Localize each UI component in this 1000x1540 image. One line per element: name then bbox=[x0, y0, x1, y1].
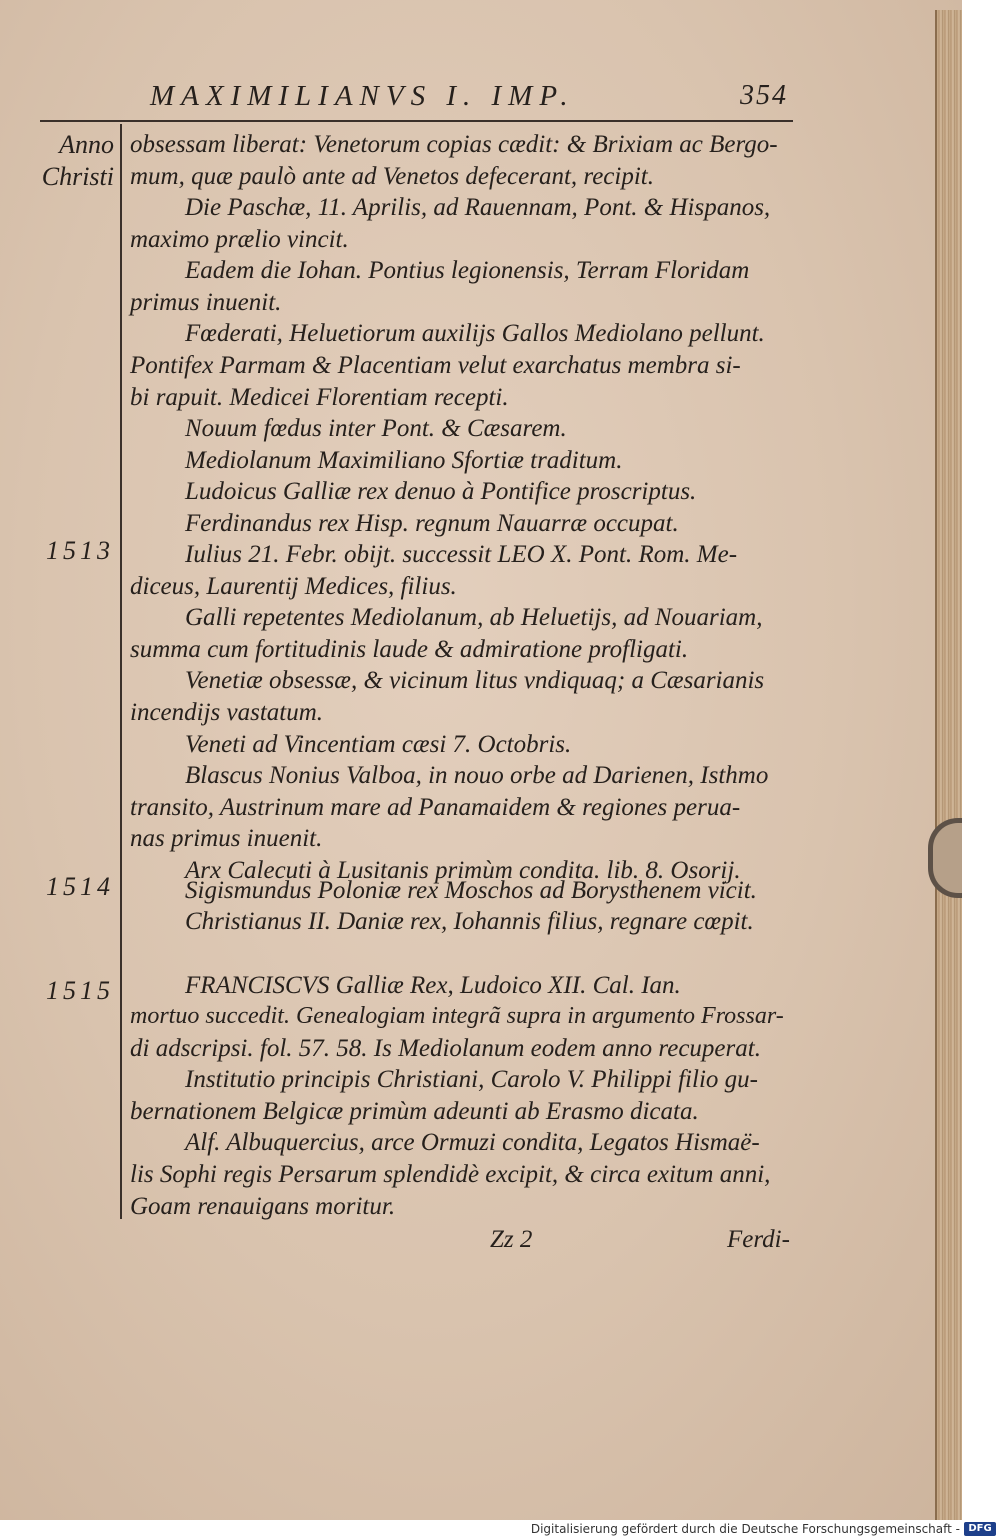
text-line: mortuo succedit. Genealogiam integrã supra in argumento Frossar- bbox=[130, 1003, 784, 1029]
text-line: Mediolanum Maximiliano Sfortiæ traditum. bbox=[185, 447, 623, 474]
margin-year-1513: 1513 bbox=[46, 536, 114, 565]
text-line: Institutio principis Christiani, Carolo V. Philippi filio gu- bbox=[185, 1066, 758, 1093]
text-line: Nouum fœdus inter Pont. & Cæsarem. bbox=[185, 415, 567, 442]
text-line: bernationem Belgicæ primùm adeunti ab Erasmo dicata. bbox=[130, 1098, 699, 1125]
margin-rule bbox=[120, 124, 122, 1219]
text-line: Venetiæ obsessæ, & vicinum litus vndiquaq; a Cæsarianis bbox=[185, 667, 765, 694]
text-line: FRANCISCVS Galliæ Rex, Ludoico XII. Cal. Ian. bbox=[185, 972, 681, 999]
text-line: di adscripsi. fol. 57. 58. Is Mediolanum eodem anno recuperat. bbox=[130, 1035, 761, 1062]
text-line: lis Sophi regis Persarum splendidè excipit, & circa exitum anni, bbox=[130, 1161, 771, 1188]
margin-year-1515: 1515 bbox=[46, 976, 114, 1005]
text-line: Alf. Albuquercius, arce Ormuzi condita, Legatos Hismaë- bbox=[185, 1129, 760, 1156]
text-line: obsessam liberat: Venetorum copias cædit: & Brixiam ac Bergo- bbox=[130, 131, 778, 158]
text-line: Sigismundus Poloniæ rex Moschos ad Borysthenem vicit. bbox=[185, 877, 757, 904]
text-line: Ferdinandus rex Hisp. regnum Nauarræ occupat. bbox=[185, 510, 679, 537]
text-line: maximo prælio vincit. bbox=[130, 226, 349, 253]
text-line: Pontifex Parmam & Placentiam velut exarchatus membra si- bbox=[130, 352, 741, 379]
catchword: Zz 2 bbox=[490, 1226, 533, 1253]
text-line: primus inuenit. bbox=[130, 289, 282, 316]
text-line: Christianus II. Daniæ rex, Iohannis filius, regnare cœpit. bbox=[185, 908, 754, 935]
text-line: Fœderati, Heluetiorum auxilijs Gallos Mediolano pellunt. bbox=[185, 320, 765, 347]
page-edges bbox=[935, 10, 962, 1520]
text-line: bi rapuit. Medicei Florentiam recepti. bbox=[130, 384, 509, 411]
text-line: Die Paschæ, 11. Aprilis, ad Rauennam, Pont. & Hispanos, bbox=[185, 194, 771, 221]
text-line: incendijs vastatum. bbox=[130, 699, 324, 726]
text-line: Veneti ad Vincentiam cæsi 7. Octobris. bbox=[185, 731, 572, 758]
text-line: Ludoicus Galliæ rex denuo à Pontifice proscriptus. bbox=[185, 478, 697, 505]
page-number: 354 bbox=[740, 80, 788, 111]
text-line: mum, quæ paulò ante ad Venetos defecerant, recipit. bbox=[130, 163, 654, 190]
running-title: MAXIMILIANVS I. IMP. bbox=[150, 80, 575, 112]
text-line: nas primus inuenit. bbox=[130, 825, 323, 852]
text-line: Eadem die Iohan. Pontius legionensis, Terram Floridam bbox=[185, 257, 750, 284]
text-line: summa cum fortitudinis laude & admiratione profligati. bbox=[130, 636, 689, 663]
digitization-footer bbox=[0, 1520, 1000, 1540]
text-line: Blascus Nonius Valboa, in nouo orbe ad Darienen, Isthmo bbox=[185, 762, 769, 789]
margin-heading-anno: Anno bbox=[59, 130, 114, 159]
text-line: Goam renauigans moritur. bbox=[130, 1193, 396, 1220]
book-clip bbox=[928, 818, 962, 898]
text-line: Galli repetentes Mediolanum, ab Heluetijs, ad Nouariam, bbox=[185, 604, 763, 631]
signature-mark: Ferdi- bbox=[727, 1226, 790, 1253]
digitization-note: Digitalisierung gefördert durch die Deutsche Forschungsgemeinschaft - bbox=[530, 1522, 960, 1536]
dfg-logo-icon: DFG bbox=[964, 1522, 996, 1536]
text-line: Arx Calecuti à Lusitanis primùm condita. lib. 8. Osorij. bbox=[185, 857, 741, 884]
text-line: Iulius 21. Febr. obijt. successit LEO X. Pont. Rom. Me- bbox=[185, 541, 738, 568]
header-rule bbox=[40, 120, 793, 122]
text-line: diceus, Laurentij Medices, filius. bbox=[130, 573, 457, 600]
text-line: transito, Austrinum mare ad Panamaidem & regiones perua- bbox=[130, 794, 741, 821]
margin-heading-christi: Christi bbox=[41, 162, 114, 191]
margin-year-1514: 1514 bbox=[46, 872, 114, 901]
